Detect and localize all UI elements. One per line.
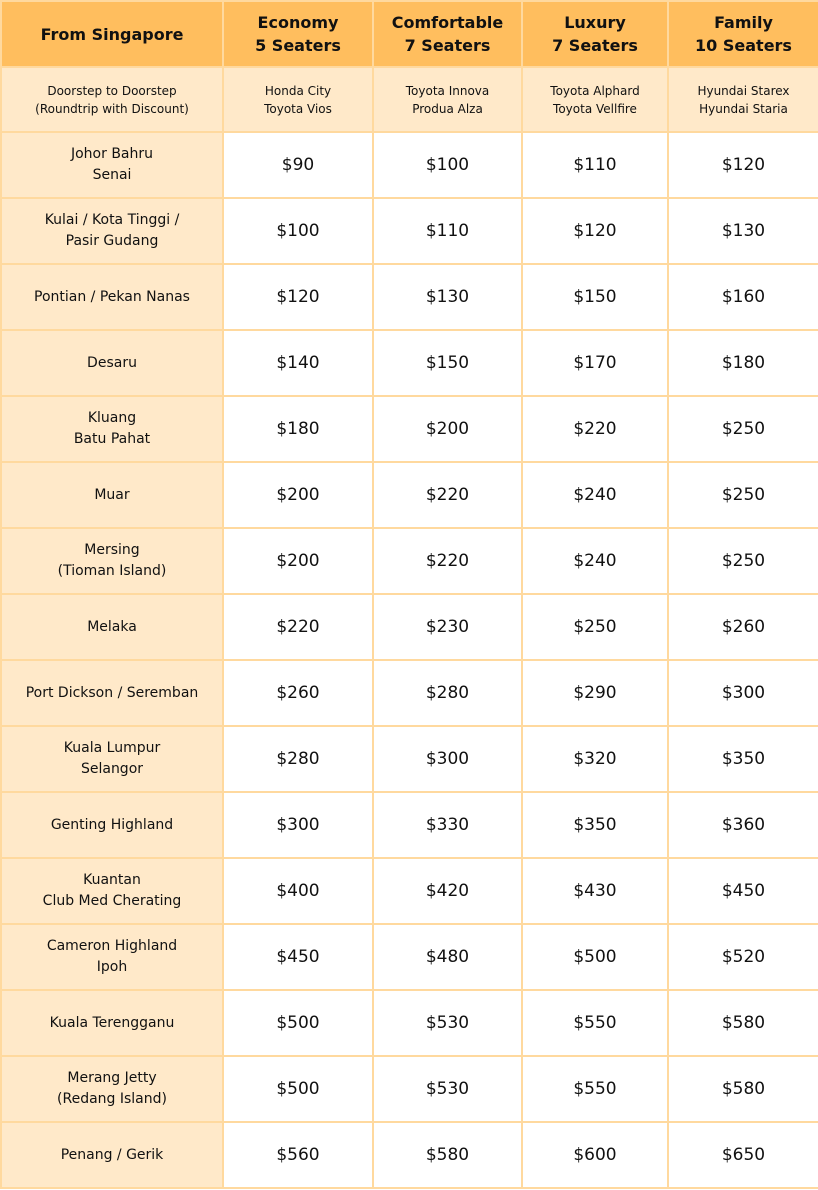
table-row [1,990,818,1056]
price-cell: $300 [668,660,818,726]
price-cell: $530 [373,990,522,1056]
table-row [1,132,818,198]
destination-line: Senai [92,167,132,183]
price-cell: $260 [223,660,373,726]
destination-line: Pasir Gudang [65,233,159,249]
column-seats: 5 Seaters [255,36,341,55]
origin-header: From Singapore [1,1,223,67]
price-cell: $110 [522,132,668,198]
price-cell: $120 [522,198,668,264]
column-seats: 10 Seaters [695,36,792,55]
destination-cell [1,924,223,990]
header-row [1,1,818,67]
column-name: Family [714,13,773,32]
price-cell: $250 [668,396,818,462]
price-cell: $160 [668,264,818,330]
destination-line: Mersing [84,542,140,558]
price-cell: $560 [223,1122,373,1188]
price-cell: $240 [522,462,668,528]
price-cell: $450 [223,924,373,990]
vehicle-model: Produa Alza [412,101,483,116]
column-header-economy [223,1,373,67]
destination-cell [1,792,223,858]
price-cell: $500 [223,1056,373,1122]
price-cell: $300 [373,726,522,792]
destination-line: Kulai / Kota Tinggi / [44,212,180,228]
price-cell: $430 [522,858,668,924]
column-name: Economy [257,13,339,32]
destination-line: Johor Bahru [70,146,154,162]
table-row [1,924,818,990]
price-cell: $150 [373,330,522,396]
price-cell: $300 [223,792,373,858]
price-cell: $550 [522,990,668,1056]
vehicle-model: Toyota Vellfire [553,101,637,116]
destination-line: (Redang Island) [57,1091,167,1107]
price-cell: $280 [373,660,522,726]
vehicle-model: Honda City [264,83,332,98]
price-cell: $280 [223,726,373,792]
table-row [1,660,818,726]
price-cell: $220 [373,462,522,528]
destination-cell [1,396,223,462]
table-row [1,792,818,858]
price-cell: $90 [223,132,373,198]
destination-line: Batu Pahat [73,431,151,447]
price-cell: $520 [668,924,818,990]
destination-line: Port Dickson / Seremban [25,684,199,701]
destination-line: Kuantan [83,872,141,888]
table-row [1,594,818,660]
price-cell: $200 [373,396,522,462]
price-cell: $250 [668,462,818,528]
price-cell: $550 [522,1056,668,1122]
destination-cell [1,1056,223,1122]
destination-cell [1,594,223,660]
price-cell: $130 [668,198,818,264]
price-cell: $200 [223,462,373,528]
price-cell: $600 [522,1122,668,1188]
price-cell: $500 [522,924,668,990]
destination-cell [1,660,223,726]
table-row [1,726,818,792]
price-cell: $450 [668,858,818,924]
price-cell: $530 [373,1056,522,1122]
price-cell: $500 [223,990,373,1056]
price-cell: $100 [223,198,373,264]
table-row [1,858,818,924]
destination-line: Penang / Gerik [60,1146,164,1163]
vehicle-model: Hyundai Starex [697,83,790,98]
subheader-row [1,67,818,132]
vehicle-model: Toyota Vios [264,101,332,116]
table-row [1,198,818,264]
destination-cell [1,264,223,330]
destination-cell [1,198,223,264]
price-cell: $250 [522,594,668,660]
destination-line: Ipoh [96,959,128,975]
destination-cell [1,858,223,924]
table-row [1,528,818,594]
service-line: Doorstep to Doorstep [47,83,177,98]
vehicles-comfortable [373,67,522,132]
price-cell: $180 [223,396,373,462]
price-cell: $330 [373,792,522,858]
column-name: Luxury [564,13,626,32]
destination-line: (Tioman Island) [57,563,167,579]
price-cell: $350 [522,792,668,858]
price-cell: $650 [668,1122,818,1188]
destination-line: Pontian / Pekan Nanas [34,288,190,305]
column-header-luxury [522,1,668,67]
destination-line: Desaru [87,354,137,371]
destination-cell [1,990,223,1056]
destination-line: Muar [94,486,130,503]
table-row [1,1122,818,1188]
destination-cell [1,528,223,594]
destination-cell [1,726,223,792]
column-header-comfortable [373,1,522,67]
price-cell: $140 [223,330,373,396]
price-cell: $250 [668,528,818,594]
price-cell: $580 [668,990,818,1056]
destination-line: Club Med Cherating [42,893,182,909]
price-cell: $150 [522,264,668,330]
price-cell: $320 [522,726,668,792]
price-cell: $260 [668,594,818,660]
price-cell: $110 [373,198,522,264]
service-line: (Roundtrip with Discount) [35,101,189,116]
price-cell: $580 [373,1122,522,1188]
destination-cell [1,330,223,396]
column-seats: 7 Seaters [552,36,638,55]
vehicle-model: Hyundai Staria [699,101,788,116]
price-cell: $480 [373,924,522,990]
table-row [1,396,818,462]
destination-line: Selangor [80,761,144,777]
vehicles-economy [223,67,373,132]
column-name: Comfortable [391,13,504,32]
destination-line: Genting Highland [50,816,174,833]
price-cell: $180 [668,330,818,396]
destination-line: Melaka [87,618,137,635]
destination-line: Merang Jetty [67,1070,157,1086]
destination-line: Kuala Lumpur [63,740,161,756]
destination-cell [1,1122,223,1188]
vehicle-model: Toyota Innova [405,83,490,98]
destination-cell [1,132,223,198]
destination-cell [1,462,223,528]
price-cell: $200 [223,528,373,594]
price-cell: $240 [522,528,668,594]
price-cell: $120 [223,264,373,330]
vehicles-family [668,67,818,132]
table-row [1,330,818,396]
price-cell: $420 [373,858,522,924]
service-description [1,67,223,132]
price-cell: $220 [223,594,373,660]
vehicle-model: Toyota Alphard [550,83,640,98]
destination-line: Kluang [87,410,137,426]
destination-line: Kuala Terengganu [49,1014,175,1031]
price-cell: $220 [522,396,668,462]
price-cell: $100 [373,132,522,198]
price-cell: $230 [373,594,522,660]
price-cell: $400 [223,858,373,924]
table-row [1,1056,818,1122]
price-cell: $120 [668,132,818,198]
column-seats: 7 Seaters [404,36,491,55]
price-cell: $290 [522,660,668,726]
table-row [1,264,818,330]
price-cell: $350 [668,726,818,792]
destination-line: Cameron Highland [46,938,178,954]
price-cell: $130 [373,264,522,330]
price-cell: $580 [668,1056,818,1122]
price-cell: $220 [373,528,522,594]
vehicles-luxury [522,67,668,132]
column-header-family [668,1,818,67]
price-cell: $170 [522,330,668,396]
table-row [1,462,818,528]
price-cell: $360 [668,792,818,858]
